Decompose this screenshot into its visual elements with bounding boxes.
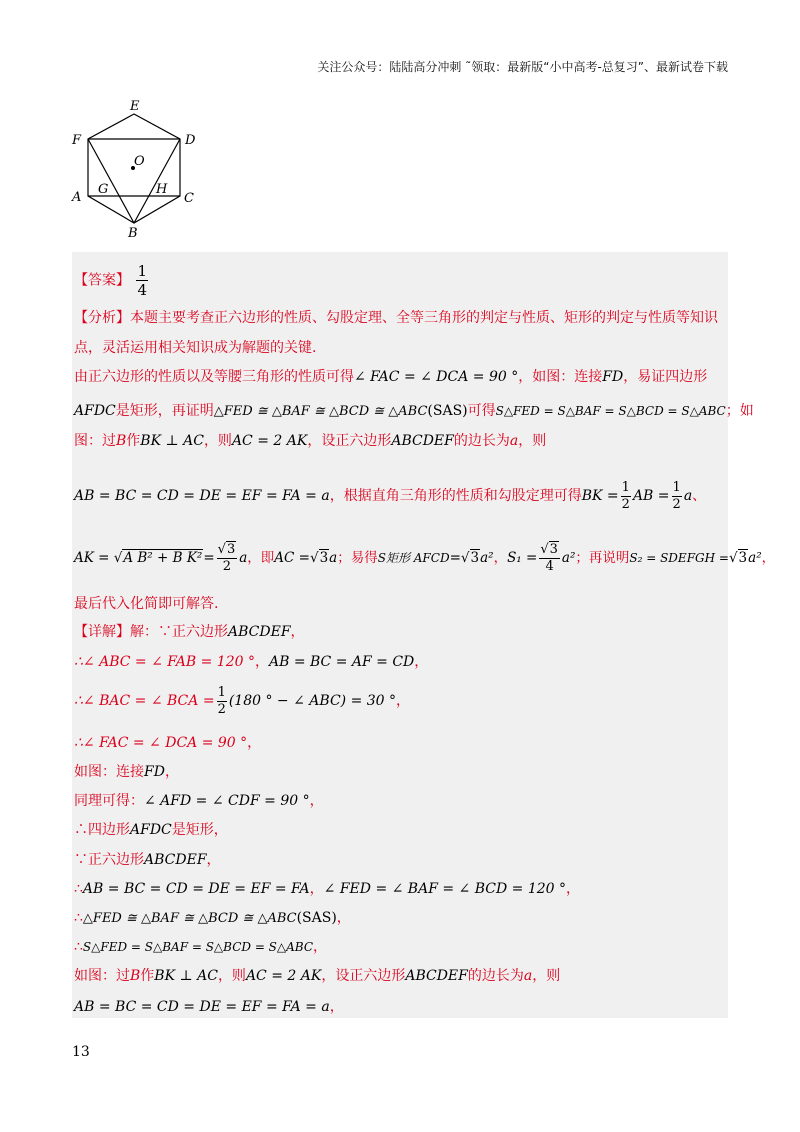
label-b: B (128, 226, 138, 241)
detail-line-5: 如图：连接FD， (74, 764, 179, 780)
detail-line-12: 如图：过B作BK ⊥ AC，则AC = 2 AK，设正六边形ABCDEF的边长为a，则 (74, 968, 561, 984)
segment-db (134, 139, 180, 223)
detail-tag: 【详解】 (74, 624, 130, 640)
detail-line-2: ∴∠ ABC = ∠ FAB = 120 °，AB = BC = AF = CD， (74, 654, 429, 670)
page-number: 13 (72, 1044, 90, 1060)
page-header: 关注公众号：陆陆高分冲刺 ˜领取：最新版“小中高考-总复习”、最新试卷下载 (317, 60, 728, 74)
detail-line-10: ∴△FED ≅ △BAF ≅ △BCD ≅ △ABC(SAS)， (74, 910, 351, 926)
label-h: H (156, 182, 168, 197)
label-a: A (72, 190, 82, 205)
detail-line-11: ∴S△FED = S△BAF = S△BCD = S△ABC， (74, 939, 328, 955)
detail-line-8: ∵正六边形ABCDEF， (74, 852, 221, 868)
label-f: F (72, 133, 82, 148)
answer-fraction: $\frac{1}{4}$ (137, 262, 147, 299)
analysis-line-2: 点，灵活运用相关知识成为解题的关键. (74, 340, 317, 356)
answer-tag: 【答案】 (74, 272, 130, 289)
analysis-line-1: 【分析】本题主要考查正六边形的性质、勾股定理、全等三角形的判定与性质、矩形的判定与性质等知识 (74, 310, 718, 326)
analysis-line-8: 最后代入化简即可解答. (74, 596, 219, 612)
analysis-line-7: AK = √A B² + B K²= $\frac{√3}{2}$ a，即AC =√3a；易得S矩形 AFCD=√3a²，S₁ = $\frac{√3}{4}$ a²；再说明S₂ = SDEFGH =√3a²， (74, 542, 776, 574)
label-d: D (185, 133, 196, 148)
label-e: E (130, 99, 140, 114)
hexagon-figure (66, 96, 206, 242)
label-g: G (98, 182, 109, 197)
segment-fb (88, 139, 134, 223)
detail-line-1: 【详解】解：∵正六边形ABCDEF， (74, 624, 305, 640)
label-o: O (134, 154, 145, 169)
analysis-line-6: AB = BC = CD = DE = EF = FA = a，根据直角三角形的性质和勾股定理可得BK = $\frac{1}{2}$ AB = $\frac{1}{2}$ a、 (74, 479, 707, 512)
detail-line-7: ∴四边形AFDC是矩形， (74, 822, 228, 838)
detail-line-13: AB = BC = CD = DE = EF = FA = a， (74, 999, 344, 1015)
analysis-line-4: AFDC是矩形，再证明△FED ≅ △BAF ≅ △BCD ≅ △ABC(SAS)可得S△FED = S△BAF = S△BCD = S△ABC；如 (74, 403, 754, 419)
answer-line (74, 262, 150, 299)
analysis-line-5: 图：过B作BK ⊥ AC，则AC = 2 AK，设正六边形ABCDEF的边长为a，则 (74, 433, 547, 449)
detail-line-4: ∴∠ FAC = ∠ DCA = 90 °， (74, 735, 262, 751)
analysis-tag: 【分析】 (74, 310, 130, 326)
detail-line-3: ∴∠ BAC = ∠ BCA = $\frac{1}{2}$ (180 ° − ∠ ABC) = 30 °， (74, 684, 411, 717)
detail-line-6: 同理可得：∠ AFD = ∠ CDF = 90 °， (74, 793, 324, 809)
detail-line-9: ∴AB = BC = CD = DE = EF = FA，∠ FED = ∠ BAF = ∠ BCD = 120 °， (74, 881, 581, 897)
analysis-line-3: 由正六边形的性质以及等腰三角形的性质可得∠ FAC = ∠ DCA = 90 °，如图：连接FD，易证四边形 (74, 369, 708, 385)
label-c: C (184, 191, 194, 206)
